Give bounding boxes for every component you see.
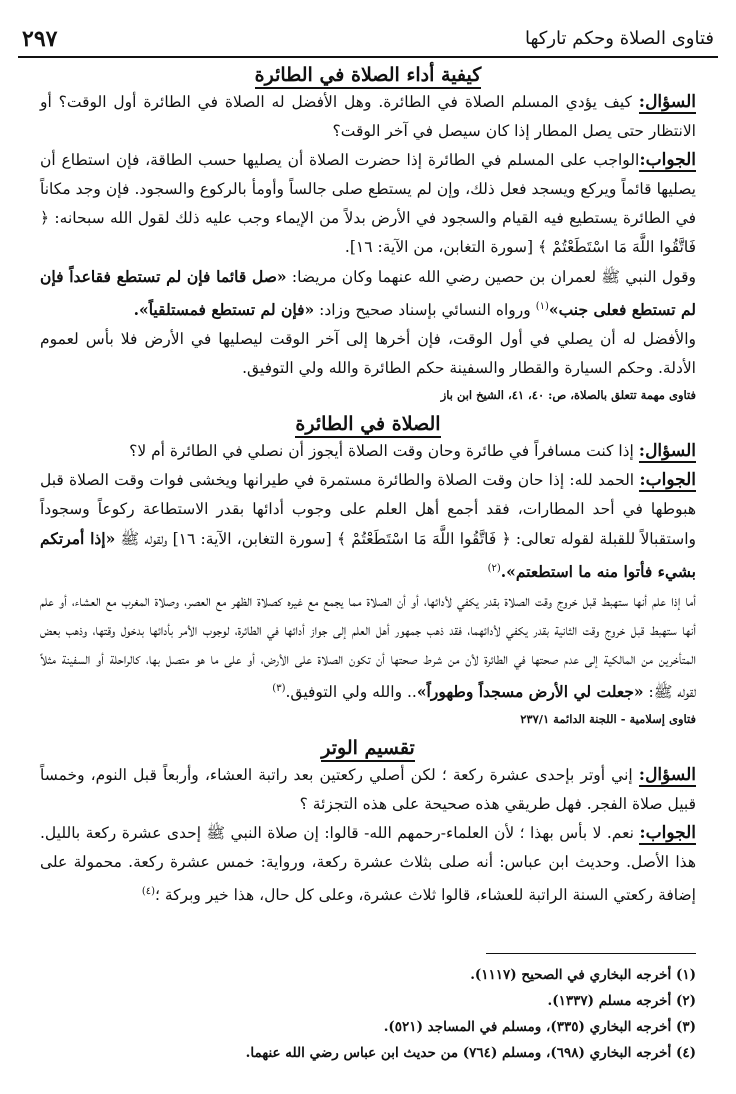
hadith-quote: «فإن لم تستطع فمستلقياً». <box>133 300 315 320</box>
answer-1: الجواب:الواجب على المسلم في الطائرة إذا حضرت الصلاة أن يصليها حسب الطاقة، فإن استطاع أن يصليها قائماً ويركع ويسجد فعل ذلك، وإن لم يستطع صلى جالساً وأومأ بالركوع والسجود. فإن وجد مكاناً في الطائرة يستطيع فيه القيام والسجود في الأرض بدلاً من الإيماء وجب عليه ذلك لقول الله سبحانه: ﴿ فَاتَّقُوا اللَّهَ مَا اسْتَطَعْتُمْ ﴾ [سورة التغابن، من الآية: ١٦]. <box>40 150 696 256</box>
footnote-ref-2: (٢) <box>487 563 501 575</box>
question-label: السؤال: <box>638 92 696 112</box>
footnote-1: (١) أخرجه البخاري في الصحيح (١١١٧). <box>470 967 696 983</box>
footnote-3: (٣) أخرجه البخاري (٣٣٥)، ومسلم في المساجد (٥٢١). <box>383 1019 696 1035</box>
answer-label: الجواب: <box>639 150 696 170</box>
answer-1-hadith: وقول النبي ﷺ لعمران بن حصين رضي الله عنهما وكان مريضا: «صل قائما فإن لم تستطع فقاعداً فإن لم تستطع فعلى جنب»$^{(١)}$ ورواه النسائي بإسناد صحيح وزاد: «فإن لم تستطع فمستلقياً». <box>40 267 697 320</box>
question-label: السؤال: <box>638 765 696 786</box>
hadith-quote: «جعلت لي الأرض مسجداً وطهوراً» <box>416 682 644 702</box>
source-citation-1: فتاوى مهمة تتعلق بالصلاة، ص: ٤٠، ٤١، الشيخ ابن باز <box>440 388 696 403</box>
page-header <box>18 26 718 58</box>
footnote-2: (٢) أخرجه مسلم (١٣٣٧). <box>547 993 696 1009</box>
section-heading-1: كيفية أداء الصلاة في الطائرة <box>40 62 696 88</box>
page-number: ٢٩٧ <box>22 26 58 52</box>
footnote-ref-1: (١) <box>535 301 549 312</box>
footnotes <box>40 962 696 1066</box>
question-label: السؤال: <box>638 441 696 462</box>
source-citation-2: فتاوى إسلامية - اللجنة الدائمة ٢٣٧/١ <box>520 712 696 727</box>
section-heading-2: الصلاة في الطائرة <box>40 411 696 437</box>
section-heading-3: تقسيم الوتر <box>40 735 696 761</box>
question-3: السؤال: إني أوتر بإحدى عشرة ركعة ؛ لكن أصلي ركعتين بعد راتبة العشاء، وأربعاً قبل النوم، وخمساً قبيل صلاة الفجر. فهل طريقي هذه صحيحة على هذه التجزئة ؟ <box>40 765 696 814</box>
answer-label: الجواب: <box>639 470 696 491</box>
footnote-divider <box>486 953 696 954</box>
answer-2: الجواب: الحمد لله: إذا حان وقت الصلاة والطائرة مستمرة في طيرانها ويخشى فوات وقت الصلاة قبل هبوطها في أحد المطارات، فقد أجمع أهل العلم على وجوب أدائها بقدر الاستطاعة ركوعاً وسجوداً واستقبالاً للقبلة لقوله تعالى: ﴿ فَاتَّقُوا اللَّهَ مَا اسْتَطَعْتُمْ ﴾ [سورة التغابن، الآية: ١٦] ولقوله ﷺ «إذا أمرتكم بشيء فأتوا منه ما استطعتم».$^{(٢)}$ <box>40 470 696 582</box>
footnote-4: (٤) أخرجه البخاري (٦٩٨)، ومسلم (٧٦٤) من حديث ابن عباس رضي الله عنهما. <box>245 1045 696 1061</box>
answer-1-conclusion: والأفضل له أن يصلي في أول الوقت، فإن أخرها إلى آخر الوقت ليصليها في الأرض فلا بأس لعموم الأدلة. وحكم السيارة والقطار والسفينة حكم الطائرة والله ولي التوفيق. <box>40 330 696 378</box>
question-2: السؤال: إذا كنت مسافراً في طائرة وحان وقت الصلاة أيجوز أن نصلي في الطائرة أم لا؟ <box>129 441 696 462</box>
hadith-quote: «إذا أمرتكم بشيء فأتوا منه ما استطعتم». <box>40 529 696 582</box>
page-body <box>40 62 696 911</box>
answer-label: الجواب: <box>639 823 696 844</box>
footnote-ref-3: (٣) <box>272 683 286 695</box>
question-1: السؤال: كيف يؤدي المسلم الصلاة في الطائرة. وهل الأفضل له الصلاة في الطائرة أول الوقت؟ أو الانتظار حتى يصل المطار إذا كان سيصل في آخر الوقت؟ <box>40 92 696 140</box>
answer-2-continued: أما إذا علم أنها ستهبط قبل خروج وقت الصلاة بقدر يكفي لأدائها، أو أن الصلاة مما يجمع مع غيره كصلاة الظهر مع العصر، وصلاة المغرب مع العشاء، أو علم أنها ستهبط قبل خروج وقت الثانية بقدر يكفي لأدائهما، فقد ذهب جمهور أهل العلم إلى جواز أدائها في الطائرة، لوجوب الأمر بأدائها بدخول وقتها، وذهب بعض المتأخرين من المالكية إلى عدم صحتها في الطائرة لأن من شرط صحتها أن تكون الصلاة على الأرض، أو على ما هو متصل بها، كالراحلة أو السفينة مثلاً لقوله ﷺ: «جعلت لي الأرض مسجداً وطهوراً».. والله ولي التوفيق.$^{(٣)}$ <box>40 592 696 702</box>
hadith-quote: «صل قائما فإن لم تستطع فقاعداً فإن لم تستطع فعلى جنب» <box>40 267 696 320</box>
running-title: فتاوى الصلاة وحكم تاركها <box>524 28 714 49</box>
footnote-ref-4: (٤) <box>141 886 156 898</box>
answer-3: الجواب: نعم. لا بأس بهذا ؛ لأن العلماء-رحمهم الله- قالوا: إن صلاة النبي ﷺ إحدى عشرة ركعة بالليل. هذا الأصل. وحديث ابن عباس: أنه صلى بثلاث عشرة ركعة، ورواية: خمس عشرة ركعة. محمولة على إضافة ركعتي السنة الراتبة للعشاء، قالوا ثلاث عشرة، وعلى كل حال، هذا خير وبركة ؛$^{(٤)}$ <box>40 823 696 905</box>
